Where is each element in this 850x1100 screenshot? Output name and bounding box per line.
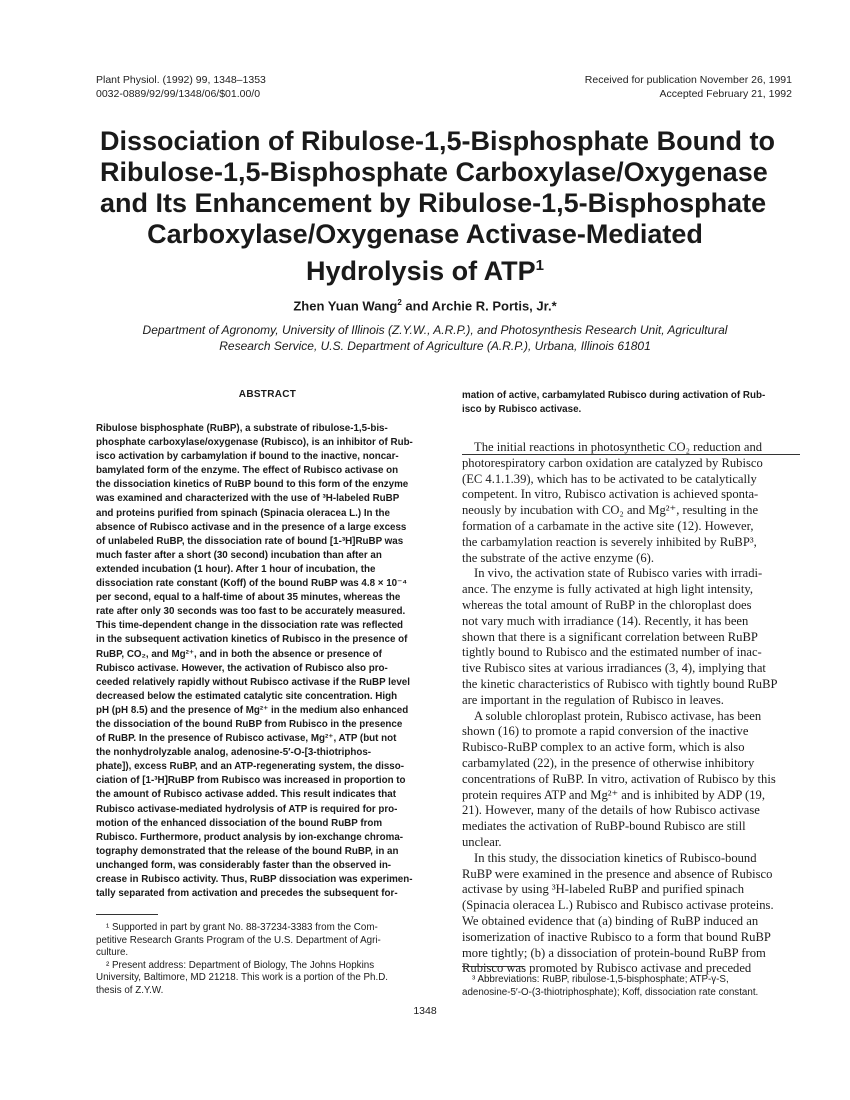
abstract-line: Ribulose bisphosphate (RuBP), a substrate of ribulose-1,5-bis- bbox=[96, 423, 388, 434]
abstract-continued bbox=[462, 389, 800, 417]
abstract-line: Rubisco activase. However, the activation of Rubisco also pro- bbox=[96, 662, 388, 674]
abstract-line: in the subsequent activation kinetics of Rubisco in the presence of bbox=[96, 634, 408, 646]
title-line: and Its Enhancement by Ribulose-1,5-Bisphosphate bbox=[100, 188, 767, 218]
body-line: carbamylated (22), in the presence of otherwise inhibitory bbox=[462, 755, 755, 770]
title-line: Ribulose-1,5-Bisphosphate Carboxylase/Oxygenase bbox=[100, 157, 768, 187]
abstract-line: motion of the enhanced dissociation of the bound RuBP from bbox=[96, 817, 383, 829]
author-joiner: and bbox=[401, 298, 432, 314]
body-line: Rubisco-RuBP complex to an active form, which is also bbox=[462, 740, 745, 755]
abstract-line: the amount of Rubisco activase added. This result indicates that bbox=[96, 789, 396, 801]
body-line: competent. In vitro, Rubisco activation is achieved sponta- bbox=[462, 487, 759, 502]
abstract-heading: ABSTRACT bbox=[238, 389, 297, 400]
footnote-line: petitive Research Grants Program of the U.S. Department of Agri- bbox=[96, 934, 381, 946]
abstract-line: rate after only 30 seconds was too fast to be accurately measured. bbox=[96, 606, 406, 618]
author-name: Archie R. Portis, Jr.* bbox=[431, 298, 557, 314]
title-line-last bbox=[100, 250, 750, 287]
body-line: whereas the total amount of RuBP in the chloroplast does bbox=[462, 597, 752, 612]
abstract-line: unchanged form, was considerably faster than the observed in- bbox=[96, 859, 392, 871]
body-line: The initial reactions in photosynthetic CO₂ reduction and bbox=[474, 440, 763, 454]
abstract-line: tography demonstrated that the release of the bound RuBP, in an bbox=[96, 845, 399, 857]
footnote-line: ¹ Supported in part by grant No. 88-37234-3383 from the Com- bbox=[106, 922, 378, 933]
abstract-line: phate]), excess RuBP, and an ATP-regenerating system, the disso- bbox=[96, 761, 404, 773]
body-line: Rubisco was promoted by Rubisco activase and preceded bbox=[462, 961, 752, 976]
author-name: Zhen Yuan Wang bbox=[293, 298, 398, 314]
body-line: (EC 4.1.1.39), which has to be activated to be catalytically bbox=[462, 471, 757, 486]
body-line: the kinetic characteristics of Rubisco with tightly bound RuBP bbox=[462, 676, 778, 691]
abstract-line: Rubisco activase-mediated hydrolysis of ATP is required for pro- bbox=[96, 803, 398, 815]
abstract-line: pH (pH 8.5) and the presence of Mg²⁺ in the medium also enhanced bbox=[96, 704, 409, 716]
received-date: Received for publication November 26, 1991 bbox=[584, 74, 792, 86]
body-line: shown (16) to promote a rapid conversion of the inactive bbox=[462, 724, 749, 739]
abstract-text bbox=[96, 422, 439, 901]
body-line: tightly bound to Rubisco and the estimated number of inac- bbox=[462, 645, 762, 660]
footnote-line: ² Present address: Department of Biology, The Johns Hopkins bbox=[106, 959, 375, 971]
abstract-line: crease in Rubisco activity. Thus, RuBP dissociation was experimen- bbox=[96, 874, 413, 885]
abstract-line: the dissociation of the bound RuBP from Rubisco in the presence bbox=[96, 718, 403, 730]
abstract-line: mation of active, carbamylated Rubisco during activation of Rub- bbox=[462, 390, 766, 401]
abstract-line: the dissociation kinetics of RuBP bound to this form of the enzyme bbox=[96, 479, 409, 491]
footnotes-right bbox=[462, 974, 800, 999]
abstract-line: was examined and characterized with the use of ³H-labeled RuBP bbox=[96, 493, 400, 505]
accepted-date: Accepted February 21, 1992 bbox=[659, 88, 792, 100]
body-line: protein requires ATP and Mg²⁺ and is inhibited by ADP (19, bbox=[462, 787, 765, 802]
abstract-line: the nonhydrolyzable analog, adenosine-5′-O-[3-thiotriphos- bbox=[96, 747, 372, 759]
publication-dates bbox=[585, 73, 792, 101]
journal-citation bbox=[96, 73, 266, 101]
title-footnote-mark: 1 bbox=[535, 257, 544, 274]
abstract-line: isco activation by carbamylation if bound to the inactive, noncar- bbox=[96, 451, 399, 463]
body-line: RuBP were examined in the presence and absence of Rubisco bbox=[462, 866, 773, 881]
author-list bbox=[0, 298, 850, 313]
footnote-line: thesis of Z.Y.W. bbox=[96, 984, 164, 996]
abstract-line: RuBP, CO₂, and Mg²⁺, and in both the absence or presence of bbox=[96, 648, 382, 660]
footnote-line: ³ Abbreviations: RuBP, ribulose-1,5-bisphosphate; ATP-γ-S, bbox=[472, 974, 729, 985]
abstract-line: bamylated form of the enzyme. The effect of Rubisco activase on bbox=[96, 465, 399, 477]
affiliation-line: Department of Agronomy, University of Illinois (Z.Y.W., A.R.P.), and Photosynthesis Research Unit, Agricultural bbox=[142, 323, 728, 337]
body-line: (Spinacia oleracea L.) Rubisco and Rubisco activase proteins. bbox=[462, 898, 774, 913]
abstract-line: phosphate carboxylase/oxygenase (Rubisco), is an inhibitor of Rub- bbox=[96, 437, 413, 449]
abstract-line: and proteins purified from spinach (Spinacia oleracea L.) In the bbox=[96, 507, 390, 519]
title-line: Dissociation of Ribulose-1,5-Bisphosphate Bound to bbox=[100, 126, 776, 156]
body-line: ance. The enzyme is fully activated at high light intensity, bbox=[462, 582, 753, 597]
body-line: formation of a carbamate in the active site (12). However, bbox=[462, 518, 754, 533]
body-line: the carbamylation reaction is severely inhibited by RuBP³, bbox=[462, 534, 757, 549]
body-line: concentrations of RuBP. In vitro, activation of Rubisco by this bbox=[462, 771, 776, 786]
footnote-line: culture. bbox=[96, 947, 129, 958]
body-line: the substrate of the active enzyme (6). bbox=[462, 550, 654, 565]
footnote-rule-left bbox=[96, 914, 158, 915]
body-line: mediates the activation of RuBP-bound Rubisco are still bbox=[462, 819, 746, 834]
title-line: Hydrolysis of ATP bbox=[306, 256, 536, 286]
body-line: not vary much with irradiance (14). Recently, it has been bbox=[462, 613, 749, 628]
footnotes-left bbox=[96, 922, 439, 997]
abstract-line: tally separated from activation and precedes the subsequent for- bbox=[96, 888, 398, 900]
footnote-line: University, Baltimore, MD 21218. This work is a portion of the Ph.D. bbox=[96, 972, 389, 983]
code-line: 0032-0889/92/99/1348/06/$01.00/0 bbox=[96, 88, 261, 100]
body-line: photorespiratory carbon oxidation are catalyzed by Rubisco bbox=[462, 455, 763, 470]
abstract-line: of unlabeled RuBP, the dissociation rate of bound [1-³H]RuBP was bbox=[96, 535, 404, 547]
journal-line: Plant Physiol. (1992) 99, 1348–1353 bbox=[96, 74, 266, 86]
abstract-line: per second, equal to a half-time of about 35 minutes, whereas the bbox=[96, 592, 401, 604]
title-line: Carboxylase/Oxygenase Activase-Mediated bbox=[147, 219, 703, 249]
body-line: more tightly; (b) a dissociation of protein-bound RuBP from bbox=[462, 945, 766, 960]
footnote-line: adenosine-5′-O-(3-thiotriphosphate); Koff, dissociation rate constant. bbox=[462, 986, 759, 998]
body-line: In this study, the dissociation kinetics of Rubisco-bound bbox=[474, 850, 757, 865]
abstract-line: of RuBP. In the presence of Rubisco activase, Mg²⁺, ATP (but not bbox=[96, 733, 397, 745]
abstract-line: This time-dependent change in the dissociation rate was reflected bbox=[96, 620, 404, 632]
abstract-line: absence of Rubisco activase and in the presence of a large excess bbox=[96, 521, 407, 533]
body-line: tive Rubisco sites at various irradiances (3, 4), implying that bbox=[462, 661, 766, 676]
article-title bbox=[100, 126, 776, 287]
abstract-line: dissociation rate constant (Koff) of the bound RuBP was 4.8 × 10⁻⁴ bbox=[96, 578, 408, 590]
abstract-line: much faster after a short (30 second) incubation than after an bbox=[96, 549, 382, 561]
body-line: A soluble chloroplast protein, Rubisco activase, has been bbox=[474, 708, 762, 723]
body-line: 21). However, many of the details of how Rubisco activase bbox=[462, 803, 760, 818]
abstract-line: isco by Rubisco activase. bbox=[462, 404, 582, 416]
author-footnote-mark: 2 bbox=[397, 298, 402, 307]
body-line: shown that there is a significant correlation between RuBP bbox=[462, 629, 758, 644]
body-line: unclear. bbox=[462, 834, 502, 849]
body-line: activase by using ³H-labeled RuBP and purified spinach bbox=[462, 882, 745, 897]
abstract-line: extended incubation (1 hour). After 1 hour of incubation, the bbox=[96, 563, 376, 575]
body-line: are important in the regulation of Rubisco in leaves. bbox=[462, 692, 724, 707]
abstract-line: ciation of [1-³H]RuBP from Rubisco was increased in proportion to bbox=[96, 775, 406, 787]
body-line: We obtained evidence that (a) binding of RuBP induced an bbox=[462, 913, 759, 928]
body-line: In vivo, the activation state of Rubisco varies with irradi- bbox=[474, 566, 763, 581]
affiliation-line: Research Service, U.S. Department of Agriculture (A.R.P.), Urbana, Illinois 61801 bbox=[219, 339, 651, 353]
body-text bbox=[462, 440, 800, 977]
page-number: 1348 bbox=[413, 1005, 437, 1017]
body-line: isomerization of inactive Rubisco to a form that bound RuBP bbox=[462, 929, 771, 944]
affiliation bbox=[70, 322, 800, 354]
abstract-line: decreased below the estimated catalytic site concentration. High bbox=[96, 690, 398, 702]
abstract-line: ceeded relatively rapidly without Rubisco activase if the RuBP level bbox=[96, 676, 410, 688]
body-line: neously by incubation with CO₂ and Mg²⁺, resulting in the bbox=[462, 503, 759, 518]
footnote-rule-right bbox=[462, 966, 524, 967]
abstract-line: Rubisco. Furthermore, product analysis by ion-exchange chroma- bbox=[96, 831, 404, 843]
